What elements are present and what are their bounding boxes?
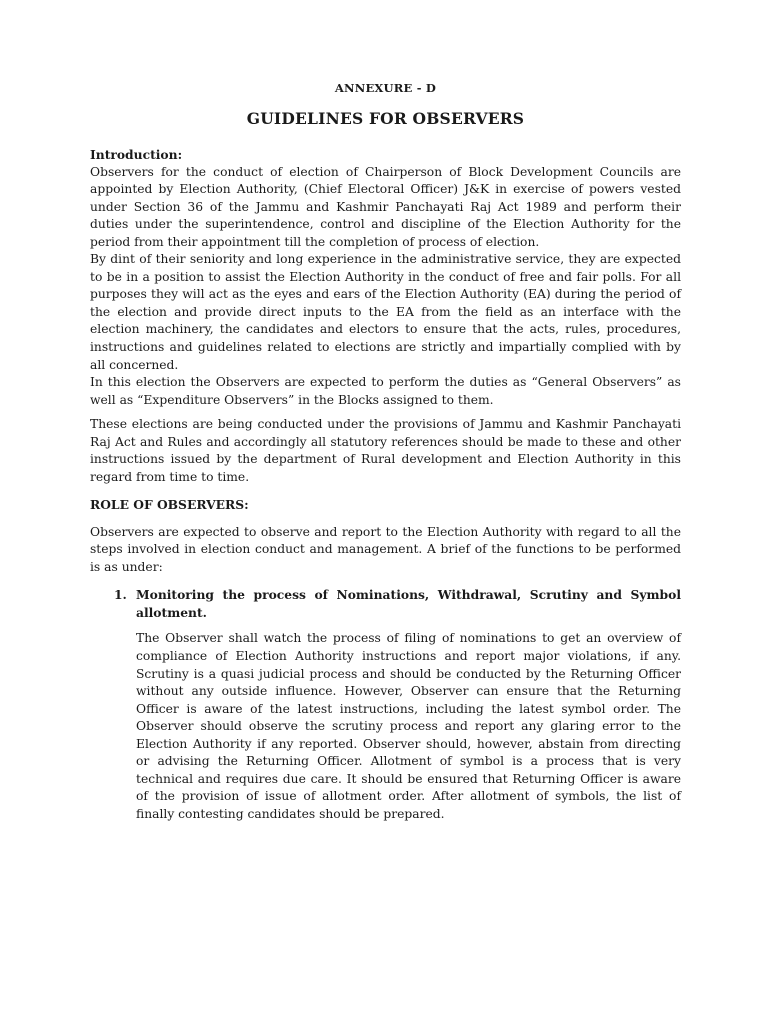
numbered-item <box>114 586 681 823</box>
introduction-heading: Introduction: <box>90 147 183 162</box>
role-paragraph: Observers are expected to observe and report to the Election Authority with regard to all the steps involved in election conduct and management. A brief of the functions to be performed is as under: <box>90 524 681 574</box>
intro-paragraph-4: These elections are being conducted under the provisions of Jammu and Kashmir Panchayati Raj Act and Rules and accordingly all statutory references should be made to these and other instructions issued by the department of Rural development and Election Authority in this regard from time to time. <box>90 417 681 484</box>
role-of-observers-heading: ROLE OF OBSERVERS: <box>90 497 249 513</box>
intro-paragraph-2: By dint of their seniority and long experience in the administrative service, they are expected to be in a position to assist the Election Authority in the conduct of free and fair polls. For all purposes they will act as the eyes and ears of the Election Authority (EA) during the period of the election and provide direct inputs to the EA from the field as an interface with the election machinery, the candidates and electors to ensure that the acts, rules, procedures, instructions and guidelines related to elections are strictly and impartially complied with by all concerned. <box>90 252 681 372</box>
annexure-label: ANNEXURE - D <box>334 81 437 95</box>
item-title: Monitoring the process of Nominations, Withdrawal, Scrutiny and Symbol allotment. <box>136 587 681 620</box>
item-body <box>136 586 681 823</box>
intro-paragraph-1: Observers for the conduct of election of Chairperson of Block Development Councils are appointed by Election Authority, (Chief Electoral Officer) J&K in exercise of powers vested under Section 36 of the Jammu and Kashmir Panchayati Raj Act 1989 and perform their duties under the superintendence, control and discipline of the Election Authority for the period from their appointment till the completion of process of election. <box>90 164 681 249</box>
item-number: 1. <box>114 587 127 603</box>
document-page <box>90 81 681 824</box>
item-paragraph: The Observer shall watch the process of filing of nominations to get an overview of compliance of Election Authority instructions and report major violations, if any. Scrutiny is a quasi judicial process and should be conducted by the Returning Officer without any outside influence. However, Observer can ensure that the Returning Officer is aware of the latest instructions, including the latest symbol order. The Observer should observe the scrutiny process and report any glaring error to the Election Authority if any reported. Observer should, however, abstain from directing or advising the Returning Officer. Allotment of symbol is a process that is very technical and requires due care. It should be ensured that Returning Officer is aware of the provision of issue of allotment order. After allotment of symbols, the list of finally contesting candidates should be prepared. <box>136 631 681 821</box>
document-title: GUIDELINES FOR OBSERVERS <box>246 109 525 128</box>
intro-paragraph-3: In this election the Observers are expected to perform the duties as “General Observers” as well as “Expenditure Observers” in the Blocks assigned to them. <box>90 375 681 407</box>
